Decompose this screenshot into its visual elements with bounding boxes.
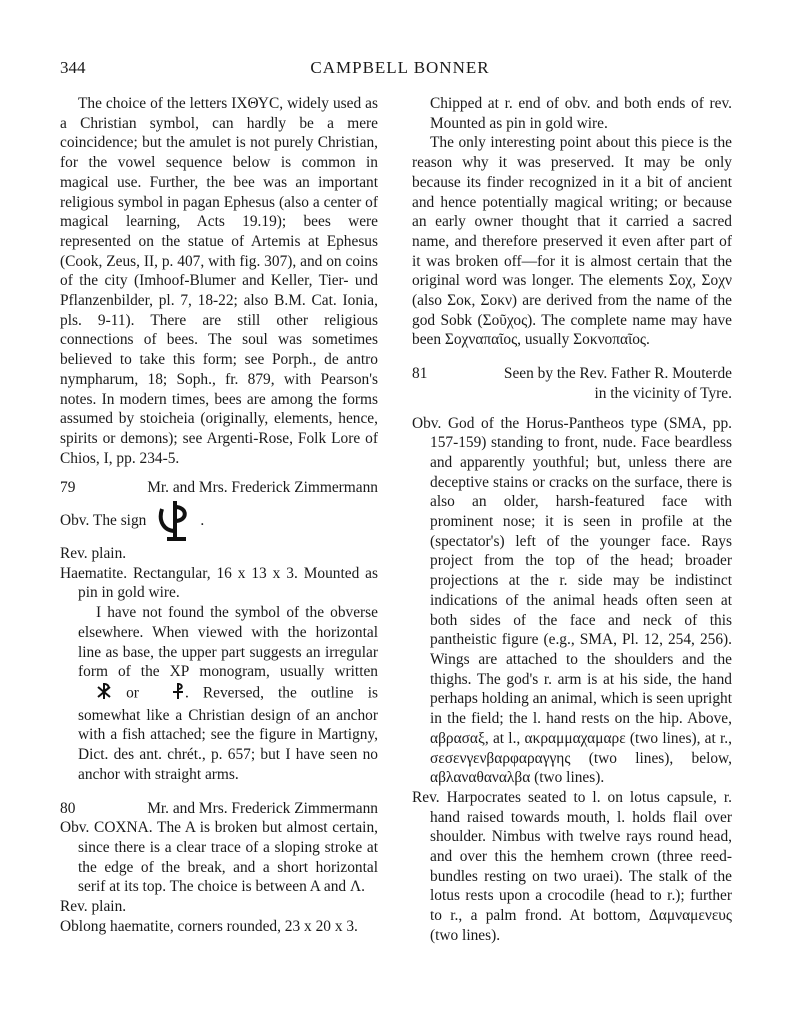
page-header [60,58,740,82]
obverse-period: . [200,512,205,530]
staurogram-icon [153,682,185,706]
right-column [412,94,732,946]
obverse-80: Obv. COXNA. The A is broken but almost certain, since there is a clear trace of a sloping stroke at the edge of the break, and a short horizontal serif at its top. The choice is between A and Λ. [60,819,378,896]
obverse-81: Obv. God of the Horus-Pantheos type (SMA, pp. 157-159) standing to front, nude. Face beardless and apparently youthful; but, unless there are deceptive stains or cracks on the surface, there is also an older, harsh-featured face with prominent nose; it is seen in profile at the (spectator's) left of the younger face. Rays project from the top of the head; broader projections at the r. side may be indistinct indications of the animal heads often seen at both sides of the face and neck of this pantheistic figure (e.g., SMA, Pl. 12, 254, 256). Wings are attached to the shoulders and the thighs. The god's r. arm is at his side, the hand perhaps holding an animal, which is seen upright in the field; the l. hand rests on the hip. Above, αβρασαξ, at l., ακραμμαχαμαρε (two lines), at r., σεσενγενβαρφαραγγης (two lines), below, αβλαναθαναλβα (two lines). [412,414,732,787]
running-title: CAMPBELL BONNER [310,58,490,77]
discussion-or: or [126,684,139,702]
entry-number: 79 [60,479,76,497]
page-number: 344 [60,58,86,77]
material-79: Haematite. Rectangular, 16 x 13 x 3. Mounted as pin in gold wire. [60,564,378,602]
entry-81-heading [412,364,732,403]
left-column [60,94,378,936]
entry-provenance: Seen by the Rev. Father R. Mouterde [503,365,732,383]
entry-provenance-line2: in the vicinity of Tyre. [594,384,732,402]
discussion-part-a: I have not found the symbol of the obverse elsewhere. When viewed with the horizontal line as base, the upper part suggests an irregular form of the ΧΡ monogram, usually written [78,604,378,681]
material-80-continued: Chipped at r. end of obv. and both ends of rev. Mounted as pin in gold wire. [430,95,732,132]
chi-rho-written-icon [78,682,112,706]
discussion-part-b: . Reversed, the outline is somewhat like a Christian design of an anchor with a fish attached; see the figure in Martigny, Dict. des ant. chrét., p. 657; but I have seen no anchor with straight arms. [78,684,378,783]
entry-owner: Mr. and Mrs. Frederick Zimmermann [147,799,378,817]
entry-number: 81 [412,365,428,383]
paragraph-bees: The choice of the letters ΙΧΘΥC, widely used as a Christian symbol, can hardly be a mere coincidence; but the amulet is not purely Christian, for the vowel sequence below is common in magical use. Further, the bee was an important religious symbol in pagan Ephesus (also a center of magical learning, Acts 19.19); bees were represented on the statue of Artemis at Ephesus (Cook, Zeus, II, p. 407, with fig. 307), and on coins of the city (Imhoof-Blumer and Keller, Tier- und Pflanzenbilder, pl. 7, 18-22; also B.M. Cat. Ionia, pls. 9-11). There are still other religious connections of bees. The soul was sometimes believed to take this form; see Porph., de antro nympharum, 18; Soph., fr. 879, with Pearson's notes. In modern times, bees are among the forms assumed by stoicheia (originally, elements, hence, spirits or demons); see Argenti-Rose, Folk Lore of Chios, I, pp. 234-5. [60,95,378,467]
reverse-80: Rev. plain. [60,898,127,916]
chi-rho-anchor-sign-icon [158,499,192,543]
obverse-79 [60,498,378,544]
material-80: Oblong haematite, corners rounded, 23 x 20 x 3. [60,917,358,935]
reverse-81: Rev. Harpocrates seated to l. on lotus capsule, r. hand raised towards mouth, l. holds flail over shoulder. Nimbus with twelve rays round head, and over this the hemhem crown (three reed-bundles resting on two uraei). The stalk of the lotus rests upon a crocodile (head to r.); further to r., a palm frond. At bottom, Δαμναμενευς (two lines). [412,788,732,944]
paragraph-80-discussion: The only interesting point about this piece is the reason why it was preserved. It may be only because its finder recognized in it a bit of ancient and hence potentially magical writing; or because an early owner thought that it carried a sacred name, and therefore preserved it even after part of it was broken off—for it is almost certain that the original word was longer. The elements Σοχ, Σοχν (also Σοκ, Σοκν) are derived from the name of the god Sobk (Σοῦχος). The complete name may have been Σοχναπαῖος, usually Σοκνοπαῖος. [412,134,732,349]
paragraph-79-discussion [60,603,378,784]
obverse-label: Obv. The sign [60,512,147,530]
entry-number: 80 [60,799,76,817]
entry-80-heading [60,799,378,819]
entry-79-heading [60,478,378,498]
entry-owner: Mr. and Mrs. Frederick Zimmermann [147,479,378,497]
reverse-79: Rev. plain. [60,545,127,563]
